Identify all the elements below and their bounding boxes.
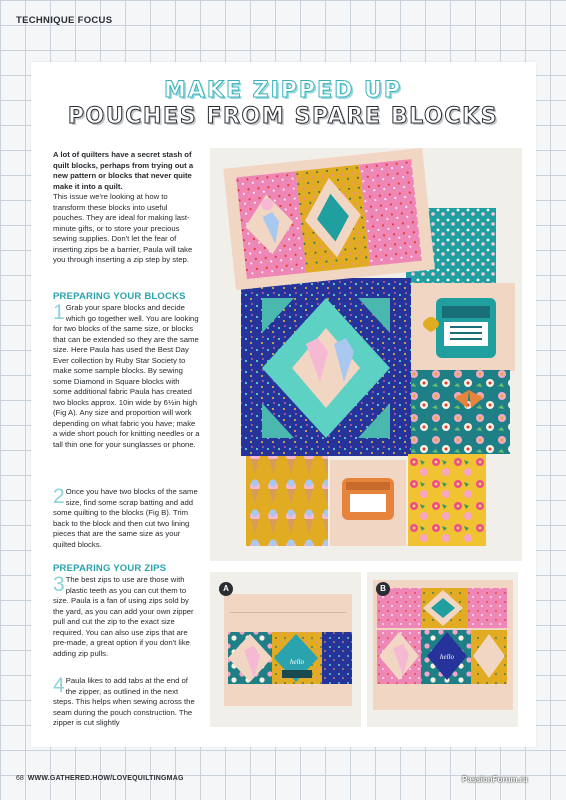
figure-b-badge: B xyxy=(376,582,390,596)
intro-text xyxy=(53,150,200,266)
intro-lead: A lot of quilters have a secret stash of quilt blocks, perhaps from trying out a new pattern or blocks that never quite make it into a quilt. xyxy=(53,150,194,191)
figure-a-photo xyxy=(210,572,361,727)
section-tag: TECHNIQUE FOCUS xyxy=(16,15,113,26)
step-3 xyxy=(53,575,200,659)
step-1-number: 1 xyxy=(53,301,65,324)
page-number: 68 xyxy=(16,775,24,782)
step-2-text: Once you have two blocks of the same size, find some scrap batting and add some quilting to the blocks (Fig B). Trim back to the block and then cut two lining pieces that are the same size as your quilted blocks. xyxy=(53,487,198,549)
article-title-line1: MAKE ZIPPED UP xyxy=(164,78,402,103)
step-1 xyxy=(53,303,200,450)
figure-a-hello-text: hello xyxy=(290,658,304,666)
step-2-number: 2 xyxy=(53,485,65,508)
section-heading-zips: PREPARING YOUR ZIPS xyxy=(53,563,167,574)
page-footer xyxy=(16,775,184,782)
step-4 xyxy=(53,676,200,729)
step-3-number: 3 xyxy=(53,573,65,596)
step-4-number: 4 xyxy=(53,674,65,697)
step-1-text: Grab your spare blocks and decide which go together well. You are looking for two blocks of the same size, or blocks that can be extended so they are the same size. Here Paula has used the Best Day Ever collection by Ruby Star Society to make some sample blocks. By sewing some Diamond in Square blocks with some additional fabric Paula has created two blocks approx. 10in wide by 6½in high (Fig A). Any size and proportion will work depending on what fabric you have; make a wide short pouch for knitting needles or a tall thin one for your sunglasses or phone. xyxy=(53,303,200,449)
footer-url[interactable]: WWW.GATHERED.HOW/LOVEQUILTINGMAG xyxy=(27,775,184,782)
intro-body: This issue we're looking at how to transform these blocks into useful pouches. They are ideal for making last-minute gifts, or to store your precious sewing supplies. Don't let the fear of inserting zips be a barrier, Paula will take you through inserting a zip step by step. xyxy=(53,192,193,264)
step-3-text: The best zips to use are those with plastic teeth as you can cut them to size. Paula is a fan of using zips sold by the yard, as you can add your own zipper pull and cut the zip to the exact size required. You can also use zips that are pre-made, a great option if you don't like adding zip pulls. xyxy=(53,575,194,658)
quilt-blocks-photo xyxy=(210,148,522,561)
step-2 xyxy=(53,487,200,550)
step-4-text: Paula likes to add tabs at the end of the zipper, as outlined in the next steps. This helps when sewing across the seam during the pouch construction. The zipper is cut slightly xyxy=(53,676,195,727)
watermark: PassionForum.ru xyxy=(462,775,528,784)
figure-a-badge: A xyxy=(219,582,233,596)
figure-b-photo xyxy=(367,572,518,727)
section-heading-blocks: PREPARING YOUR BLOCKS xyxy=(53,291,186,302)
figure-b-hello-text: hello xyxy=(440,653,454,661)
article-title-line2: POUCHES FROM SPARE BLOCKS xyxy=(67,104,499,129)
